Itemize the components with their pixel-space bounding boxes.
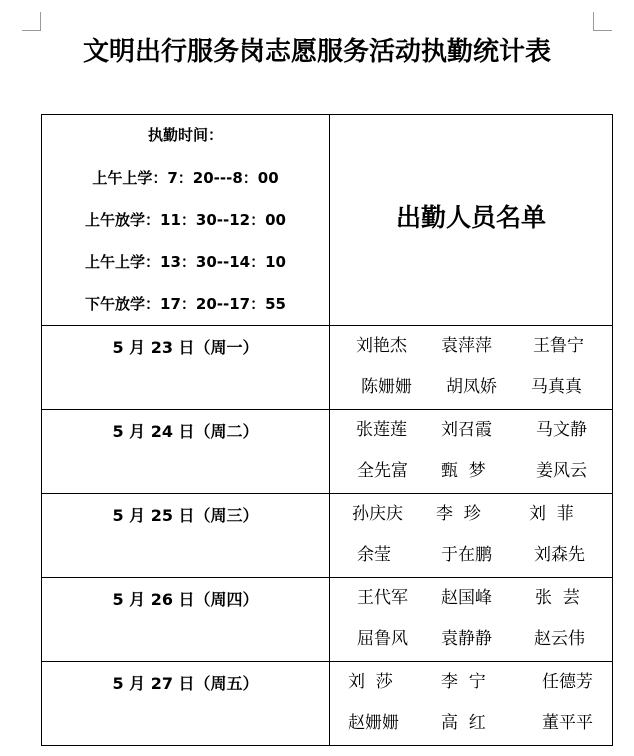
volunteer-name: 李 珍 [436,504,481,524]
volunteer-name: 马文静 [536,420,587,440]
date-cell [42,326,330,410]
names-cell [330,410,613,494]
document-title: 文明出行服务岗志愿服务活动执勤统计表 [82,37,551,67]
table-row [42,326,613,410]
volunteer-name: 王代军 [357,588,408,608]
date-label: 5 月 26 日（周四） [112,590,259,609]
date-cell [42,578,330,662]
volunteer-name: 赵姗姗 [348,713,399,733]
volunteer-name: 李 宁 [441,672,486,692]
volunteer-name: 姜风云 [536,461,587,481]
volunteer-name: 赵云伟 [534,629,585,649]
time-slot: 下午放学：17：20--17：55 [85,295,286,313]
header-row [42,115,613,326]
table-row [42,494,613,578]
volunteer-name: 王鲁宁 [533,336,584,356]
roster-heading: 出勤人员名单 [395,203,546,232]
table-row [42,662,613,746]
duty-time-label: 执勤时间： [147,126,223,144]
date-label: 5 月 23 日（周一） [112,338,259,357]
page-corner-mark-right [593,12,612,31]
names-cell [330,326,613,410]
volunteer-name: 刘艳杰 [356,336,407,356]
volunteer-name: 刘召霞 [441,420,492,440]
table-row [42,578,613,662]
volunteer-name: 甄 梦 [441,461,486,481]
volunteer-name: 刘 菲 [529,504,574,524]
names-cell [330,578,613,662]
volunteer-name: 屈鲁风 [357,629,408,649]
date-label: 5 月 24 日（周二） [112,422,259,441]
volunteer-name: 任德芳 [542,672,593,692]
volunteer-name: 全先富 [357,461,408,481]
volunteer-name: 董平平 [542,713,593,733]
duty-time-cell [42,115,330,326]
time-slot: 上午上学：13：30--14：10 [85,253,286,271]
volunteer-name: 袁萍萍 [441,336,492,356]
volunteer-name: 陈姗姗 [361,377,412,397]
duty-table [41,114,613,746]
time-slot: 上午放学：11：30--12：00 [85,211,286,229]
date-cell [42,494,330,578]
volunteer-name: 赵国峰 [441,588,492,608]
names-cell [330,494,613,578]
page-corner-mark-left [22,12,41,31]
volunteer-name: 孙庆庆 [352,504,403,524]
date-cell [42,662,330,746]
volunteer-name: 胡凤娇 [446,377,497,397]
date-label: 5 月 27 日（周五） [112,674,259,693]
volunteer-name: 张莲莲 [356,420,407,440]
date-label: 5 月 25 日（周三） [112,506,259,525]
date-cell [42,410,330,494]
volunteer-name: 于在鹏 [441,545,492,565]
table-row [42,410,613,494]
volunteer-name: 刘 莎 [348,672,393,692]
volunteer-name: 张 芸 [535,588,580,608]
volunteer-name: 刘森先 [534,545,585,565]
volunteer-name: 袁静静 [441,629,492,649]
volunteer-name: 余莹 [357,545,391,565]
volunteer-name: 马真真 [531,377,582,397]
roster-heading-cell [330,115,613,326]
volunteer-name: 高 红 [441,713,486,733]
time-slot: 上午上学：7：20---8：00 [92,169,279,187]
names-cell [330,662,613,746]
